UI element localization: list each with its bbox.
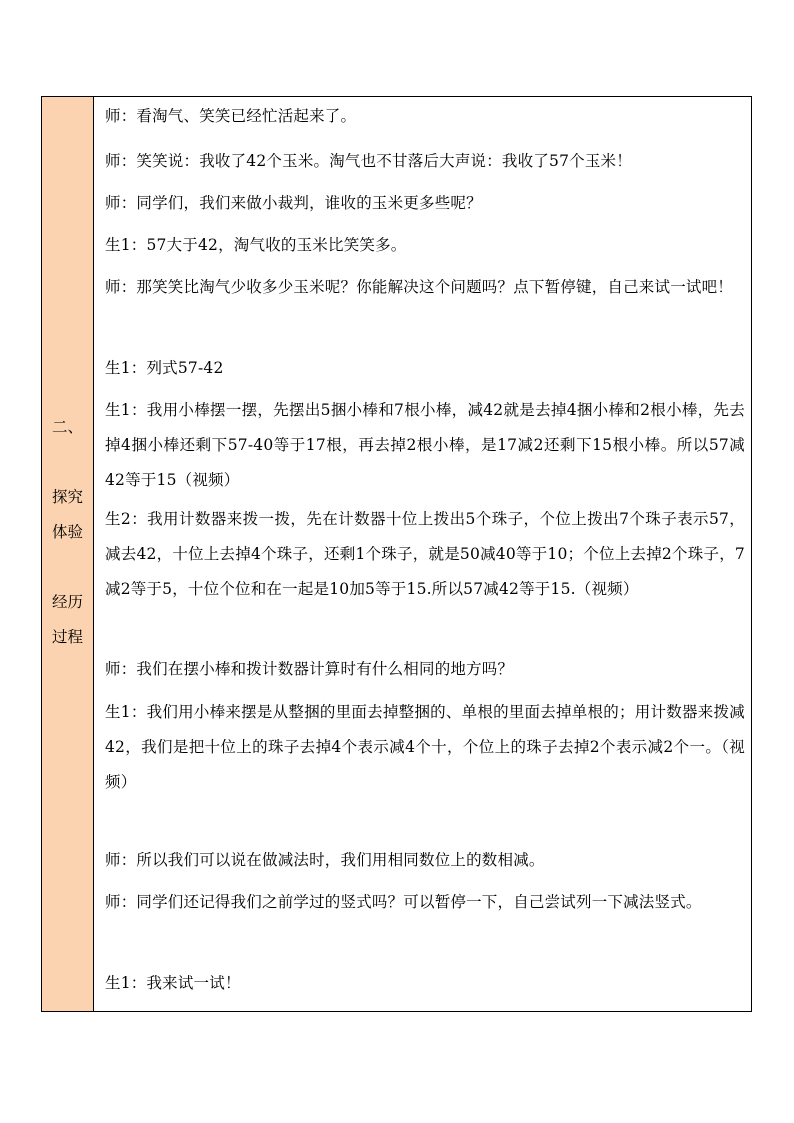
section-label-line: 体验 <box>51 523 83 541</box>
section-label-line: 二、 <box>51 418 83 436</box>
dialogue-paragraph: 生2：我用计数器来拨一拨，先在计数器十位上拨出5个珠子，个位上拨出7个珠子表示57，减去42，十位上去掉4个珠子，还剩1个珠子，就是50减40等于10；个位上去掉2个珠子，7减2等于5，十位个位和在一起是10加5等于15.所以57减42等于15.（视频） <box>105 510 745 598</box>
dialogue-paragraph: 生1：57大于42，淘气收的玉米比笑笑多。 <box>105 236 407 254</box>
dialogue-paragraph: 师：同学们还记得我们之前学过的竖式吗？可以暂停一下，自己尝试列一下减法竖式。 <box>105 893 702 911</box>
section-label-cell <box>42 97 94 1011</box>
dialogue-paragraph: 生1：我来试一试！ <box>105 974 241 992</box>
dialogue-paragraph: 师：所以我们可以说在做减法时，我们用相同数位上的数相减。 <box>105 851 545 869</box>
dialogue-paragraph: 生1：我用小棒摆一摆，先摆出5捆小棒和7根小棒，减42就是去掉4捆小棒和2根小棒，先去掉4捆小棒还剩下57-40等于17根，再去掉2根小棒，是17减2还剩下15根小棒。所以57减42等于15（视频） <box>105 401 745 489</box>
section-label-line: 经历 <box>51 593 83 611</box>
section-label-line: 探究 <box>51 488 83 506</box>
content-cell <box>94 97 751 1011</box>
dialogue-paragraph: 生1：列式57-42 <box>105 359 224 377</box>
dialogue-paragraph: 师：看淘气、笑笑已经忙活起来了。 <box>105 107 357 125</box>
dialogue-paragraph: 师：我们在摆小棒和拨计数器计算时有什么相同的地方吗？ <box>105 660 514 678</box>
dialogue-paragraph: 师：同学们，我们来做小裁判，谁收的玉米更多些呢？ <box>105 194 482 212</box>
section-label-line: 过程 <box>51 628 83 646</box>
dialogue-paragraph: 师：那笑笑比淘气少收多少玉米呢？你能解决这个问题吗？点下暂停键，自己来试一试吧！ <box>105 278 734 296</box>
dialogue-paragraph: 师：笑笑说：我收了42个玉米。淘气也不甘落后大声说：我收了57个玉米！ <box>105 152 632 170</box>
dialogue-paragraph: 生1：我们用小棒来摆是从整捆的里面去掉整捆的、单根的里面去掉单根的；用计数器来拨减42，我们是把十位上的珠子去掉4个表示减4个十，个位上的珠子去掉2个表示减2个一。（视频） <box>105 703 745 791</box>
lesson-table <box>41 96 752 1012</box>
